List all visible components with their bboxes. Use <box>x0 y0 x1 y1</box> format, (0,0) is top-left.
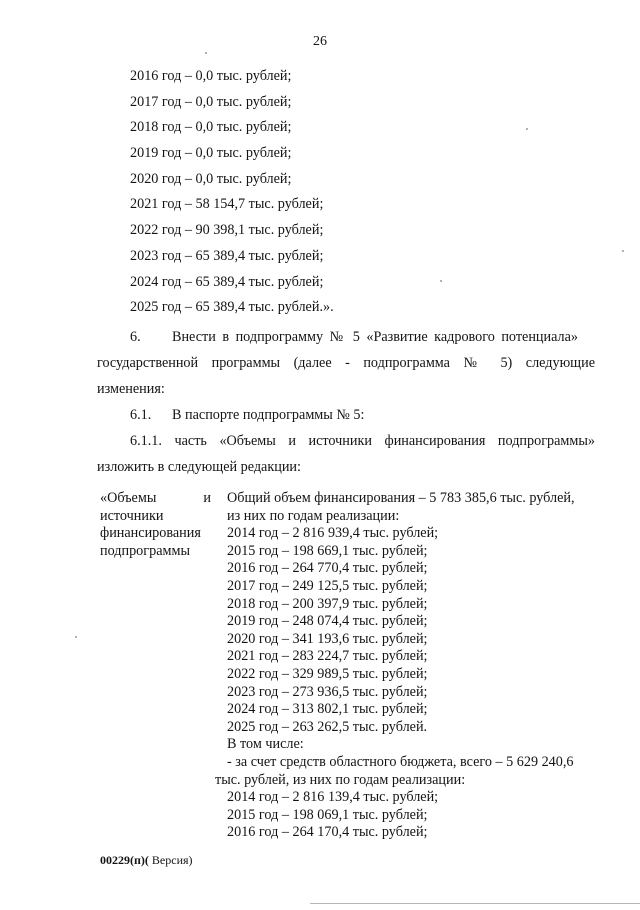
scan-artifact-line <box>310 903 640 904</box>
table-line: В том числе: <box>227 736 304 753</box>
list-item: 2024 год – 65 389,4 тыс. рублей; <box>130 273 324 290</box>
table-line: 2015 год – 198 669,1 тыс. рублей; <box>227 542 428 559</box>
scan-speck <box>526 128 528 130</box>
list-item: 2021 год – 58 154,7 тыс. рублей; <box>130 196 324 213</box>
table-line: тыс. рублей, из них по годам реализации: <box>215 771 466 788</box>
table-label-line: «Объемы и <box>100 490 211 506</box>
table-label-line: источники <box>100 507 164 524</box>
table-line: 2014 год – 2 816 139,4 тыс. рублей; <box>227 789 439 806</box>
table-line: 2021 год – 283 224,7 тыс. рублей; <box>227 648 428 665</box>
list-item: 2020 год – 0,0 тыс. рублей; <box>130 170 292 187</box>
list-item: 2016 год – 0,0 тыс. рублей; <box>130 68 292 84</box>
list-item: 2023 год – 65 389,4 тыс. рублей; <box>130 247 324 264</box>
table-line: 2015 год – 198 069,1 тыс. рублей; <box>227 806 428 823</box>
table-line: 2020 год – 341 193,6 тыс. рублей; <box>227 630 428 647</box>
table-line: 2018 год – 200 397,9 тыс. рублей; <box>227 595 428 612</box>
list-item: 2018 год – 0,0 тыс. рублей; <box>130 119 292 136</box>
table-line: 2017 год – 249 125,5 тыс. рублей; <box>227 577 428 594</box>
item-6-1-1-line-1: 6.1.1. часть «Объемы и источники финансирования подпрограммы» <box>130 433 595 449</box>
table-label-line: подпрограммы <box>100 542 190 559</box>
item-6-1-1-line-2: изложить в следующей редакции: <box>97 459 301 475</box>
scan-speck <box>75 636 77 638</box>
scan-speck <box>440 280 442 282</box>
list-item: 2017 год – 0,0 тыс. рублей; <box>130 93 292 110</box>
item-6-1-text: В паспорте подпрограммы № 5: <box>172 407 365 423</box>
list-item: 2022 год – 90 398,1 тыс. рублей; <box>130 222 324 239</box>
footer-code: 00229(п)( <box>100 853 149 867</box>
table-line: Общий объем финансирования – 5 783 385,6 тыс. рублей, <box>227 490 575 506</box>
table-line: 2014 год – 2 816 939,4 тыс. рублей; <box>227 525 439 542</box>
table-line: 2022 год – 329 989,5 тыс. рублей; <box>227 665 428 682</box>
table-line: 2019 год – 248 074,4 тыс. рублей; <box>227 613 428 630</box>
item-6-line-2: государственной программы (далее - подпрограмма № 5) следующие <box>97 355 595 371</box>
funding-year-list <box>130 66 334 323</box>
item-6-line-3: изменения: <box>97 381 165 397</box>
table-right-column <box>215 490 602 842</box>
table-label-line: финансирования <box>100 525 201 542</box>
table-line: из них по годам реализации: <box>227 507 400 524</box>
table-line: 2024 год – 313 802,1 тыс. рублей; <box>227 701 428 718</box>
table-line: 2016 год – 264 770,4 тыс. рублей; <box>227 560 428 577</box>
table-line: 2025 год – 263 262,5 тыс. рублей. <box>227 718 428 735</box>
list-item: 2025 год – 65 389,4 тыс. рублей.». <box>130 299 334 316</box>
page-number: 26 <box>313 34 327 49</box>
footer-version: Версия) <box>148 853 193 867</box>
item-6-line-1: Внести в подпрограмму № 5 «Развитие кадрового потенциала» <box>172 329 578 345</box>
table-line: 2016 год – 264 170,4 тыс. рублей; <box>227 824 428 841</box>
list-item: 2019 год – 0,0 тыс. рублей; <box>130 145 292 162</box>
table-line: 2023 год – 273 936,5 тыс. рублей; <box>227 683 428 700</box>
table-line: - за счет средств областного бюджета, всего – 5 629 240,6 <box>227 753 574 770</box>
document-footer <box>100 853 193 868</box>
scan-speck <box>622 250 624 252</box>
item-6-number: 6. <box>130 329 141 345</box>
table-left-column <box>100 490 220 560</box>
item-6-1-number: 6.1. <box>130 407 152 423</box>
scan-speck <box>205 52 207 54</box>
